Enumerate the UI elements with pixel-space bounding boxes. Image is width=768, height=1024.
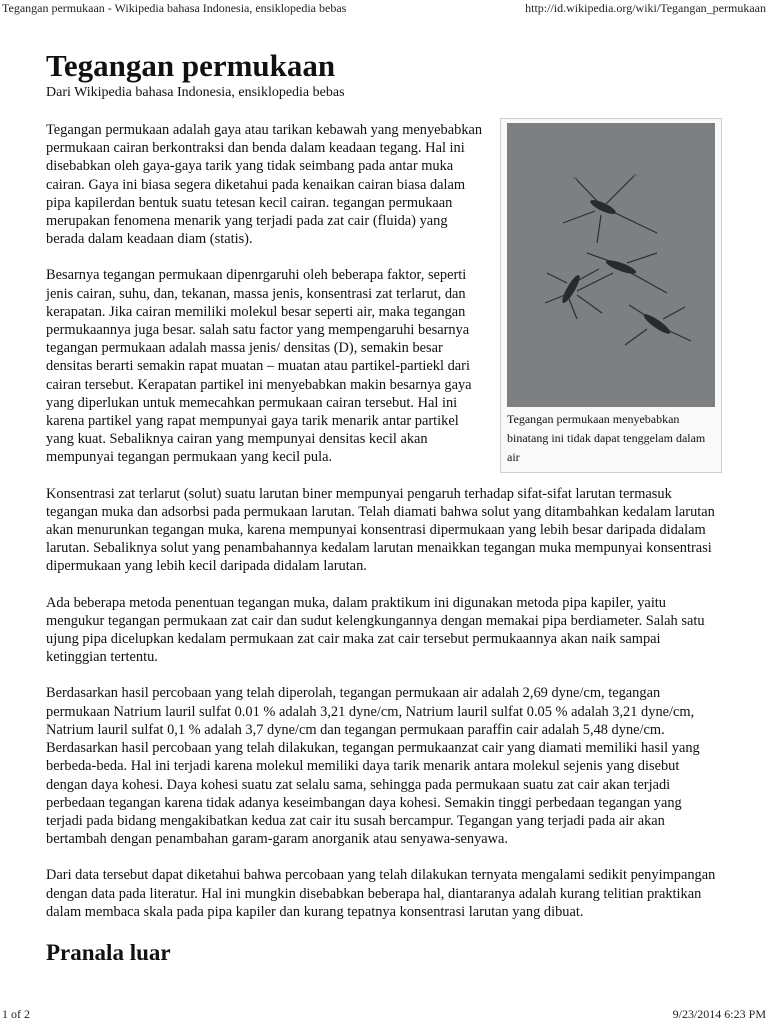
article-content (46, 48, 722, 967)
print-footer (0, 1004, 768, 1024)
paragraph: Besarnya tegangan permukaan dipenrgaruhi oleh beberapa faktor, seperti jenis cairan, suhu, dan, tekanan, massa jenis, konsentrasi zat terlarut, dan kerapatan. Jika cairan memiliki molekul besar seperti air, maka tegangan permukaannya juga besar. salah satu factor yang mempengaruhi besarnya tegangan permukaan adalah massa jenis/ densitas (D), semakin besar densitas berarti semakin rapat muatan – muatan atau partikel-partiekl dari cairan tersebut. Kerapatan partikel ini menyebabkan makin besarnya gaya yang diperlukan untuk memecahkan permukaan cairan tersebut. Hal ini karena partikel yang rapat mempunyai gaya tarik menarik antar partikel yang kuat. Sebaliknya cairan yang mempunyai densitas kecil akan mempunyai tegangan permukaan yang kecil pula. (46, 267, 472, 466)
print-header (0, 0, 768, 20)
article-title: Tegangan permukaan (46, 48, 336, 83)
section-heading: Pranala luar (46, 939, 171, 965)
paragraph: Dari data tersebut dapat diketahui bahwa percobaan yang telah dilakukan ternyata mengalami sedikit penyimpangan dengan data pada literatur. Hal ini mungkin disebabkan beberapa hal, diantaranya adalah kurang telitian praktikan dalam membaca skala pada pipa kapiler dan kurang tepatnya konsentrasi larutan yang dibuat. (46, 867, 716, 920)
paragraph: Tegangan permukaan adalah gaya atau tarikan kebawah yang menyebabkan permukaan cairan berkontraksi dan benda dalam keadaan tegang. Hal ini disebabkan oleh gaya-gaya tarik yang tidak seimbang pada antar muka cairan. Gaya ini biasa segera diketahui pada kenaikan cairan biasa dalam pipa kapilerdan bentuk suatu tetesan kecil cairan. tegangan permukaan merupakan fenomena menarik yang terjadi pada zat cair (fluida) yang berada dalam keadaan diam (statis). (46, 122, 483, 248)
paragraph: Ada beberapa metoda penentuan tegangan muka, dalam praktikum ini digunakan metoda pipa kapiler, yaitu mengukur tegangan permukaan zat cair dan sudut kelengkungannya dengan memakai pipa berdiameter. Salah satu ujung pipa dicelupkan kedalam permukaan zat cair maka zat cair tersebut permukaannya akan naik sampai ketinggian tertentu. (46, 594, 705, 666)
paragraph: Berdasarkan hasil percobaan yang telah diperolah, tegangan permukaan air adalah 2,69 dyne/cm, tegangan permukaan Natrium lauril sulfat 0.01 % adalah 3,21 dyne/cm, Natrium lauril sulfat 0.05 % adalah 3,21 dyne/cm, Natrium lauril sulfat 0,1 % adalah 3,7 dyne/cm dan tegangan permukaan paraffin cair adalah 5,48 dyne/cm. Berdasarkan hasil percobaan yang telah dilakukan, tegangan permukaanzat cair yang diamati memiliki hasil yang berbeda-beda. Hal ini terjadi karena molekul memiliki daya tarik menarik antara molekul sejenis yang disebut dengan daya kohesi. Daya kohesi suatu zat selalu sama, sehingga pada permukaan suatu zat cair akan terjadi perbedaan tegangan karena tidak adanya keseimbangan daya kohesi. Semakin tinggi perbedaan tegangan yang terjadi pada bidang mengakibatkan kedua zat cair itu susah bercampur. Tegangan yang terjadi pada air akan bertambah dengan penambahan garam-garam anorganik atau senyawa-senyawa. (46, 685, 700, 848)
figure-caption: Tegangan permukaan menyebabkan binatang ini tidak dapat tenggelam dalam air (507, 412, 706, 464)
paragraph: Konsentrasi zat terlarut (solut) suatu larutan biner mempunyai pengaruh terhadap sifat-sifat larutan termasuk tegangan muka dan adsorbsi pada permukaan larutan. Telah diamati bahwa solut yang ditambahkan kedalam larutan akan menurunkan tegangan muka, karena mempunyai konsentrasi dipermukaan yang lebih besar daripada didalam larutan. Sebaliknya solut yang penambahannya kedalam larutan menaikkan tegangan muka mempunyai konsentrasi dipermukaan yang lebih kecil daripada didalam larutan. (46, 485, 715, 575)
header-page-title: Tegangan permukaan - Wikipedia bahasa Indonesia, ensiklopedia bebas (2, 1, 347, 15)
figure-thumbnail (500, 118, 722, 473)
header-url: http://id.wikipedia.org/wiki/Tegangan_permukaan (525, 1, 766, 15)
page-number: 1 of 2 (2, 1007, 30, 1021)
article-subtitle: Dari Wikipedia bahasa Indonesia, ensiklopedia bebas (46, 85, 345, 100)
water-strider-illustration (507, 123, 715, 407)
water-strider-image[interactable] (507, 123, 715, 407)
print-timestamp: 9/23/2014 6:23 PM (672, 1007, 766, 1021)
